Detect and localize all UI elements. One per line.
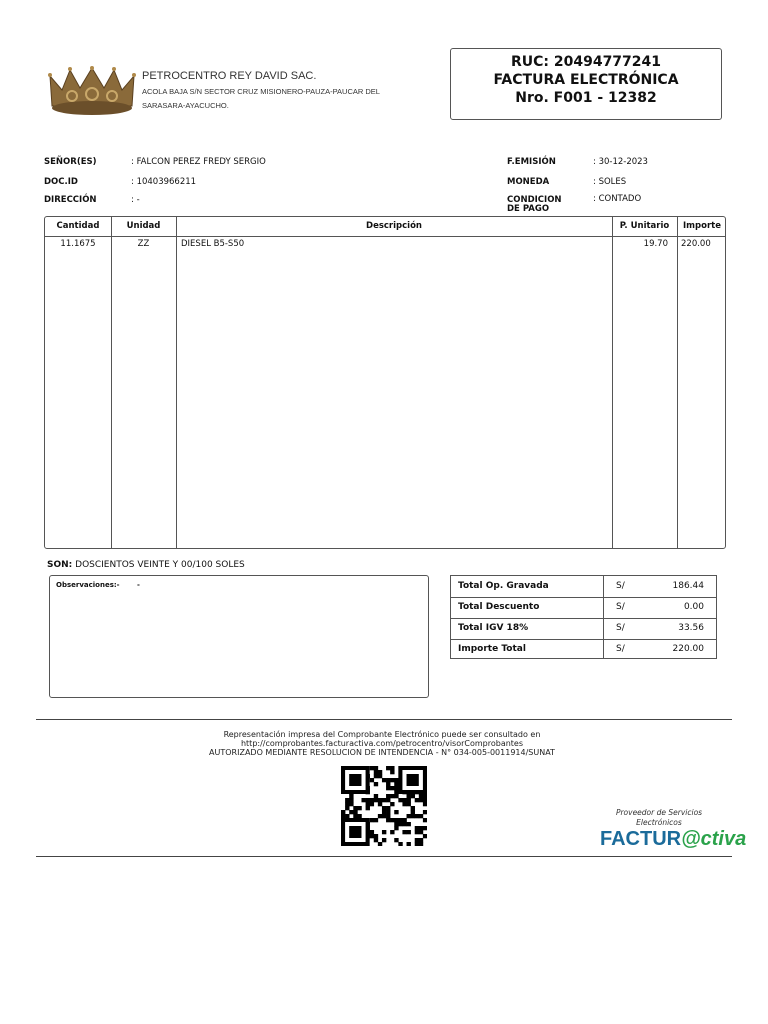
total-label: Total IGV 18%	[458, 623, 529, 633]
condicion-label	[507, 196, 562, 214]
column-divider	[111, 217, 112, 548]
header-cantidad: Cantidad	[56, 221, 100, 231]
document-id-box	[450, 48, 722, 120]
facturactiva-logo-main: FACTUR	[600, 828, 682, 850]
total-row-importe	[451, 639, 716, 660]
emision-label: F.EMISIÓN	[507, 157, 556, 167]
direccion-value: : -	[131, 195, 140, 205]
condicion-label-line2: DE PAGO	[507, 204, 550, 214]
cell-cantidad: 11.1675	[60, 239, 96, 249]
cell-importe: 220.00	[681, 239, 711, 249]
document-type: FACTURA ELECTRÓNICA	[493, 72, 679, 88]
emision-value: : 30-12-2023	[593, 157, 648, 167]
footer-bottom-rule	[36, 856, 732, 857]
cell-unitario: 19.70	[643, 239, 668, 249]
items-table	[44, 216, 726, 549]
senores-value: : FALCON PEREZ FREDY SERGIO	[131, 157, 266, 167]
crown-logo-icon	[48, 66, 136, 118]
docid-label: DOC.ID	[44, 177, 78, 187]
footer-line3: AUTORIZADO MEDIANTE RESOLUCION DE INTENDENCIA - N° 034-005-0011914/SUNAT	[209, 748, 555, 757]
header-descripcion: Descripción	[366, 221, 422, 231]
totals-table	[450, 575, 717, 659]
total-value: 33.56	[678, 623, 704, 633]
company-address-line1: ACOLA BAJA S/N SECTOR CRUZ MISIONERO-PAUZA-PAUCAR DEL	[142, 87, 380, 96]
document-number: Nro. F001 - 12382	[515, 90, 657, 106]
total-value: 0.00	[683, 602, 704, 612]
total-row-gravada	[451, 576, 716, 597]
header-unidad: Unidad	[126, 221, 161, 231]
docid-value: : 10403966211	[131, 177, 197, 187]
total-currency: S/	[616, 602, 625, 612]
total-row-descuento	[451, 597, 716, 618]
condicion-label-line1: CONDICION	[507, 195, 562, 205]
header-importe: Importe	[683, 221, 721, 231]
senores-label: SEÑOR(ES)	[44, 157, 97, 167]
observaciones-label: Observaciones:-	[56, 581, 120, 589]
company-address-line2: SARASARA-AYACUCHO.	[142, 101, 229, 110]
facturactiva-logo-accent: @ctiva	[681, 828, 747, 850]
total-currency: S/	[616, 581, 625, 591]
company-name: PETROCENTRO REY DAVID SAC.	[142, 70, 317, 82]
total-label: Importe Total	[458, 644, 526, 654]
total-currency: S/	[616, 623, 625, 633]
provider-caption	[598, 808, 720, 828]
provider-line1: Proveedor de Servicios	[615, 808, 703, 817]
footer-url[interactable]: http://comprobantes.facturactiva.com/petrocentro/visorComprobantes	[240, 739, 524, 748]
provider-line2: Electrónicos	[636, 818, 682, 827]
footer-top-rule	[36, 719, 732, 720]
son-label: SON:	[47, 560, 73, 570]
total-value: 220.00	[672, 644, 704, 654]
total-value: 186.44	[672, 581, 704, 591]
observaciones-value: -	[137, 581, 140, 589]
qr-code-icon	[341, 766, 427, 846]
column-divider	[176, 217, 177, 548]
moneda-label: MONEDA	[507, 177, 550, 187]
total-row-igv	[451, 618, 716, 639]
direccion-label: DIRECCIÓN	[44, 195, 97, 205]
cell-unidad: ZZ	[137, 239, 150, 249]
amount-in-words	[47, 560, 245, 570]
header-unitario: P. Unitario	[619, 221, 670, 231]
condicion-value: : CONTADO	[593, 194, 642, 204]
cell-descripcion: DIESEL B5-S50	[181, 239, 245, 249]
footer-line1: Representación impresa del Comprobante Electrónico puede ser consultado en	[223, 730, 541, 739]
son-value: DOSCIENTOS VEINTE Y 00/100 SOLES	[75, 560, 245, 570]
footer-legal-text	[130, 730, 634, 757]
table-header-divider	[45, 236, 725, 237]
ruc-number: RUC: 20494777241	[510, 54, 662, 70]
total-label: Total Descuento	[458, 602, 540, 612]
observaciones-box	[49, 575, 429, 698]
column-divider	[612, 217, 613, 548]
total-label: Total Op. Gravada	[458, 581, 549, 591]
company-address	[142, 85, 392, 113]
total-currency: S/	[616, 644, 625, 654]
column-divider	[677, 217, 678, 548]
moneda-value: : SOLES	[593, 177, 627, 187]
facturactiva-logo	[600, 828, 746, 851]
